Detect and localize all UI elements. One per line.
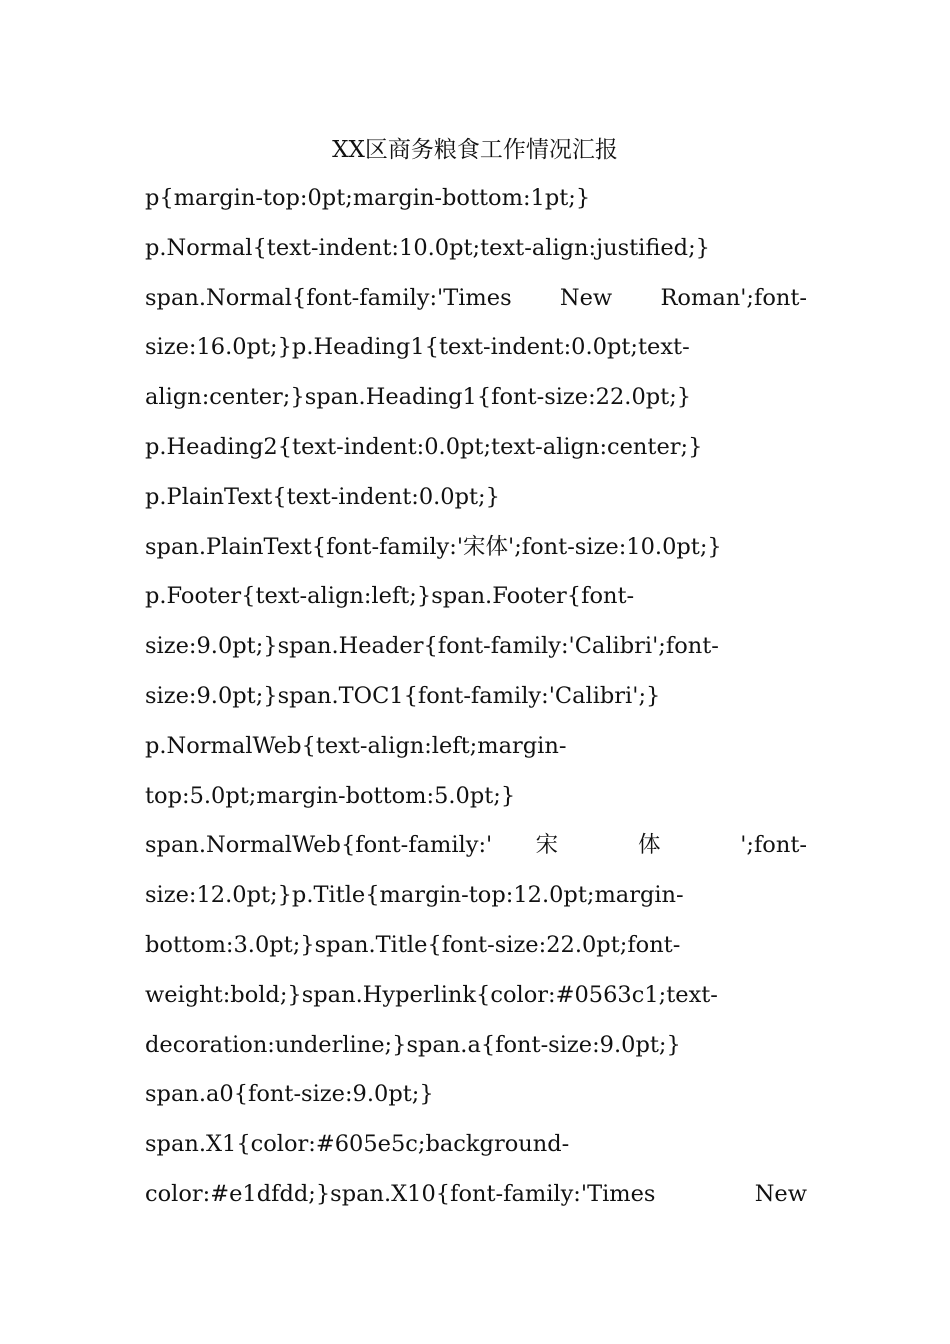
body-line: align:center;}span.Heading1{font-size:22.0pt;}: [145, 384, 692, 411]
body-line: size:9.0pt;}span.TOC1{font-family:'Calibri';}: [145, 682, 661, 709]
body-line: size:9.0pt;}span.Header{font-family:'Calibri';font-: [145, 633, 719, 660]
body-line: bottom:3.0pt;}span.Title{font-size:22.0pt;font-: [145, 931, 681, 958]
body-line: decoration:underline;}span.a{font-size:9.0pt;}: [145, 1031, 681, 1058]
body-line: p{margin-top:0pt;margin-bottom:1pt;}: [145, 185, 591, 211]
body-line: span.Normal{font-family:'Times New Roman';font-: [145, 284, 807, 311]
body-line: p.Normal{text-indent:10.0pt;text-align:justified;}: [145, 234, 710, 261]
document-body: [145, 174, 807, 1220]
body-line: p.NormalWeb{text-align:left;margin-: [145, 732, 567, 759]
body-line: weight:bold;}span.Hyperlink{color:#0563c1;text-: [145, 981, 718, 1008]
body-line: p.Footer{text-align:left;}span.Footer{font-: [145, 583, 635, 610]
document-title: XX区商务粮食工作情况汇报: [332, 137, 618, 163]
body-line: span.NormalWeb{font-family:' 宋 体 ';font-: [145, 832, 807, 859]
body-line: size:16.0pt;}p.Heading1{text-indent:0.0pt;text-: [145, 334, 690, 361]
body-line: top:5.0pt;margin-bottom:5.0pt;}: [145, 782, 516, 809]
body-line: p.Heading2{text-indent:0.0pt;text-align:center;}: [145, 433, 703, 460]
body-line: size:12.0pt;}p.Title{margin-top:12.0pt;margin-: [145, 882, 684, 909]
body-line: color:#e1dfdd;}span.X10{font-family:'Times New: [145, 1180, 807, 1207]
body-line: span.PlainText{font-family:'宋体';font-size:10.0pt;}: [145, 533, 722, 560]
body-line: span.a0{font-size:9.0pt;}: [145, 1081, 434, 1108]
body-line: span.X1{color:#605e5c;background-: [145, 1131, 570, 1158]
body-line: p.PlainText{text-indent:0.0pt;}: [145, 483, 500, 510]
